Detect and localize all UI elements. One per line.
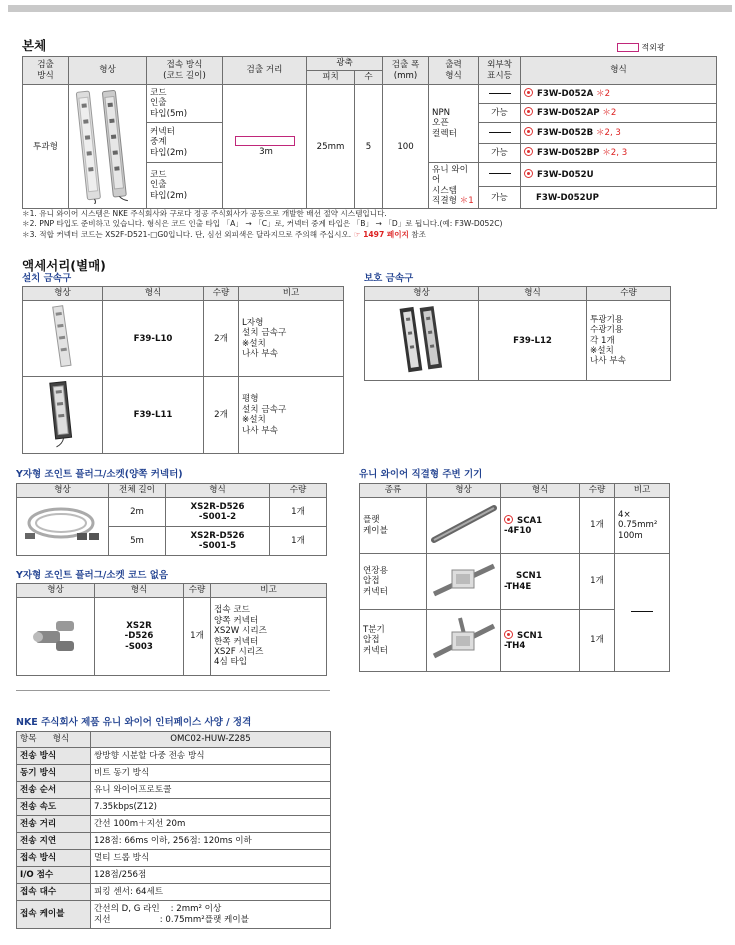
- distance-value: 3m: [259, 146, 273, 157]
- spec-value: 유니 와이어프로토콜: [91, 782, 331, 799]
- uniwire-t-image: [427, 610, 501, 672]
- spec-item: 전송 거리: [17, 816, 91, 833]
- ext-none-1: [479, 85, 521, 104]
- y-cable-icon: [21, 499, 105, 551]
- yjoint-5m-model: XS2R-D526 -S001-5: [166, 527, 270, 556]
- spec-value: 쌍방향 시분할 다중 전송 방식: [91, 748, 331, 765]
- top-decor-bar: [8, 5, 732, 12]
- yjoint-2m-length: 2m: [109, 498, 166, 527]
- ir-mark-icon: [524, 147, 533, 156]
- uniwire-t-model: SCN1 -TH4: [501, 610, 580, 672]
- yjoint-th-shape: 형상: [17, 484, 109, 498]
- protect-qty: 투광기용 수광기용 각 1개 ※설치 나사 부속: [587, 301, 671, 381]
- spec-model: OMC02-HUW-Z285: [91, 732, 331, 748]
- l-bracket-icon: [43, 302, 83, 372]
- sensor-image-cell: [69, 85, 147, 209]
- ir-mark-icon: [524, 169, 533, 178]
- yjoint-title: Y자형 조인트 플러그/소켓(양쪽 커넥터): [16, 469, 183, 480]
- th-pitch: 피치: [307, 71, 355, 85]
- spec-title: NKE 주식회사 제품 유니 와이어 인터페이스 사양 / 정격: [16, 717, 252, 728]
- main-spec-table: [22, 56, 717, 209]
- yjoint-image: [17, 498, 109, 556]
- model-row-6: F3W-D052UP: [521, 187, 717, 209]
- spec-value: 128점/256점: [91, 867, 331, 884]
- spec-value: 128점: 66ms 이하, 256점: 120ms 이하: [91, 833, 331, 850]
- uniwire-th-kind: 종류: [360, 484, 427, 498]
- ynocord-title: Y자형 조인트 플러그/소켓 코드 없음: [16, 570, 169, 581]
- pitch-value: 25mm: [307, 85, 355, 209]
- uniwire-th-model: 형식: [501, 484, 580, 498]
- yjoint-th-length: 전체 길이: [109, 484, 166, 498]
- protect-model: F39-L12: [479, 301, 587, 381]
- th-model: 형식: [521, 57, 717, 85]
- conn-relay-2m: 커넥터 중계 타입(2m): [147, 123, 223, 163]
- protect-th-qty: 수량: [587, 287, 671, 301]
- model-row-1: F3W-D052A ＊2: [521, 85, 717, 104]
- ir-mark-icon: [504, 630, 513, 639]
- th-distance: 검출 거리: [223, 57, 307, 85]
- y-connector-icon: [26, 609, 86, 661]
- spec-value: 피킹 센서: 64세트: [91, 884, 331, 901]
- th-output: 출력 형식: [429, 57, 479, 85]
- uniwire-t-kind: T분기 압접 커넥터: [360, 610, 427, 672]
- protect-th-shape: 형상: [365, 287, 479, 301]
- yjoint-th-model: 형식: [166, 484, 270, 498]
- mount-l10-qty: 2개: [204, 301, 239, 377]
- th-shape: 형상: [69, 57, 147, 85]
- uniwire-flat-remark: 4× 0.75mm² 100m: [615, 498, 670, 554]
- main-section-title: 본체: [22, 38, 47, 53]
- protect-bracket-table: [364, 286, 671, 381]
- uniwire-th-remark: 비고: [615, 484, 670, 498]
- uniwire-flat-image: [427, 498, 501, 554]
- mount-th-model: 형식: [103, 287, 204, 301]
- uniwire-title: 유니 와이어 직결형 주변 기기: [359, 469, 483, 480]
- ynocord-th-qty: 수량: [184, 584, 211, 598]
- yjoint-2m-model: XS2R-D526 -S001-2: [166, 498, 270, 527]
- ynocord-table: [16, 583, 327, 676]
- ir-mark-icon: [524, 127, 533, 136]
- protect-bracket-icon: [392, 302, 452, 376]
- yjoint-table: [16, 483, 327, 556]
- spec-value: 7.35kbps(Z12): [91, 799, 331, 816]
- ynocord-image: [17, 598, 95, 676]
- yjoint-th-qty: 수량: [270, 484, 327, 498]
- uniwire-table: [359, 483, 670, 672]
- sensor-photo-icon: [72, 86, 142, 204]
- ir-mark-icon: [504, 515, 513, 524]
- spec-item: I/O 점수: [17, 867, 91, 884]
- uniwire-flat-kind: 플랫 케이블: [360, 498, 427, 554]
- uniwire-ext-image: [427, 554, 501, 610]
- ynocord-remark: 접속 코드 양쪽 커넥터 XS2W 시리즈 한쪽 커넥터 XS2F 시리즈 4심 타입: [211, 598, 327, 676]
- uniwire-ext-model: SCN1 -TH4E: [501, 554, 580, 610]
- spec-item: 접속 방식: [17, 850, 91, 867]
- ynocord-th-remark: 비고: [211, 584, 327, 598]
- mount-l11-image: [23, 377, 103, 453]
- output-npn: NPN 오픈 컬렉터: [429, 85, 479, 163]
- mount-bracket-title: 설치 금속구: [22, 273, 72, 284]
- ir-legend-swatch: [617, 43, 639, 52]
- ynocord-th-model: 형식: [95, 584, 184, 598]
- spec-divider: [16, 690, 330, 691]
- uniwire-ext-kind: 연장용 압접 커넥터: [360, 554, 427, 610]
- count-value: 5: [355, 85, 383, 209]
- output-uni: 유니 와이어 시스템 직결형 ＊1: [429, 162, 479, 209]
- spec-item: 전송 순서: [17, 782, 91, 799]
- spec-table: [16, 731, 331, 929]
- th-external: 외부착 표시등: [479, 57, 521, 85]
- uniwire-flat-model: SCA1 -4F10: [501, 498, 580, 554]
- ext-none-5: [479, 162, 521, 186]
- yjoint-5m-length: 5m: [109, 527, 166, 556]
- protect-bracket-title: 보호 금속구: [364, 273, 414, 284]
- th-connection: 접속 방식 (코드 길이): [147, 57, 223, 85]
- uniwire-ext-qty: 1개: [580, 554, 615, 610]
- width-value: 100: [383, 85, 429, 209]
- ynocord-qty: 1개: [184, 598, 211, 676]
- mount-l10-image: [23, 301, 103, 377]
- model-row-2: F3W-D052AP ＊2: [521, 104, 717, 123]
- ext-possible-2: 가능: [479, 104, 521, 123]
- uniwire-flat-qty: 1개: [580, 498, 615, 554]
- th-width: 검출 폭 (mm): [383, 57, 429, 85]
- footnote-2: ＊2. PNP 타입도 준비하고 있습니다. 형식은 코드 인출 타입 「A」 → 「C」로, 커넥터 중계 타입은 「B」 → 「D」로 됩니다.(예: F3W-D052C): [22, 219, 503, 229]
- spec-value: 비트 동기 방식: [91, 765, 331, 782]
- mount-th-qty: 수량: [204, 287, 239, 301]
- yjoint-5m-qty: 1개: [270, 527, 327, 556]
- footnotes: [22, 209, 722, 240]
- uniwire-th-qty: 수량: [580, 484, 615, 498]
- spec-header-cell: 항목 형식: [17, 732, 91, 748]
- th-detect-method: 검출 방식: [23, 57, 69, 85]
- spec-item: 접속 대수: [17, 884, 91, 901]
- ir-mark-icon: [524, 107, 533, 116]
- spec-item: 동기 방식: [17, 765, 91, 782]
- mount-th-shape: 형상: [23, 287, 103, 301]
- uniwire-th-shape: 형상: [427, 484, 501, 498]
- ynocord-th-shape: 형상: [17, 584, 95, 598]
- uniwire-connector-remark: [615, 554, 670, 672]
- distance-bar: [235, 136, 295, 146]
- conn-cord-5m: 코드 인출 타입(5m): [147, 85, 223, 123]
- mount-th-remark: 비고: [239, 287, 344, 301]
- spec-value: 간선 100m＋지선 20m: [91, 816, 331, 833]
- method-value: 투과형: [23, 85, 69, 209]
- th-optical-axis: 광축: [307, 57, 383, 71]
- spec-item: 전송 속도: [17, 799, 91, 816]
- model-row-4: F3W-D052BP ＊2, 3: [521, 143, 717, 162]
- ynocord-model: XS2R -D526 -S003: [95, 598, 184, 676]
- protect-image: [365, 301, 479, 381]
- protect-th-model: 형식: [479, 287, 587, 301]
- distance-cell: [223, 85, 307, 209]
- mount-l10-model: F39-L10: [103, 301, 204, 377]
- flat-cable-icon: [430, 502, 498, 546]
- spec-value: 간선의 D, G 라인 : 2mm² 이상 지선 : 0.75mm²플랫 케이블: [91, 901, 331, 929]
- flat-bracket-icon: [41, 378, 85, 448]
- uniwire-t-qty: 1개: [580, 610, 615, 672]
- mount-l11-remark: 평형 설치 금속구 ※설치 나사 부속: [239, 377, 344, 453]
- t-branch-connector-icon: [430, 612, 498, 666]
- spec-value: 멀티 드롭 방식: [91, 850, 331, 867]
- ext-possible-6: 가능: [479, 187, 521, 209]
- ir-legend-label: 적외광: [641, 43, 665, 52]
- mount-l11-model: F39-L11: [103, 377, 204, 453]
- model-row-5: F3W-D052U: [521, 162, 717, 186]
- th-count: 수: [355, 71, 383, 85]
- mount-l11-qty: 2개: [204, 377, 239, 453]
- footnote-3: ＊3. 적합 커넥터 코드는 XS2F-D521-□G0입니다. 단, 심선 외피색은 달라지므로 주의해 주십시오. ☞ 1497 페이지 참조: [22, 229, 426, 239]
- extension-connector-icon: [430, 556, 498, 604]
- spec-item: 접속 케이블: [17, 901, 91, 929]
- spec-item: 전송 지연: [17, 833, 91, 850]
- accessory-title: 액세서리(별매): [22, 258, 106, 273]
- conn-cord-2m: 코드 인출 타입(2m): [147, 162, 223, 209]
- ext-possible-4: 가능: [479, 143, 521, 162]
- yjoint-2m-qty: 1개: [270, 498, 327, 527]
- mount-l10-remark: L자형 설치 금속구 ※설치 나사 부속: [239, 301, 344, 377]
- model-row-3: F3W-D052B ＊2, 3: [521, 123, 717, 144]
- ir-legend: [617, 42, 665, 53]
- footnote-1: ＊1. 유니 와이어 시스템은 NKE 주식회사와 구로다 정공 주식회사가 공동으로 개발한 배선 절약 시스템입니다.: [22, 209, 387, 218]
- spec-item: 전송 방식: [17, 748, 91, 765]
- mount-bracket-table: [22, 286, 344, 454]
- ext-none-3: [479, 123, 521, 144]
- ir-mark-icon: [524, 88, 533, 97]
